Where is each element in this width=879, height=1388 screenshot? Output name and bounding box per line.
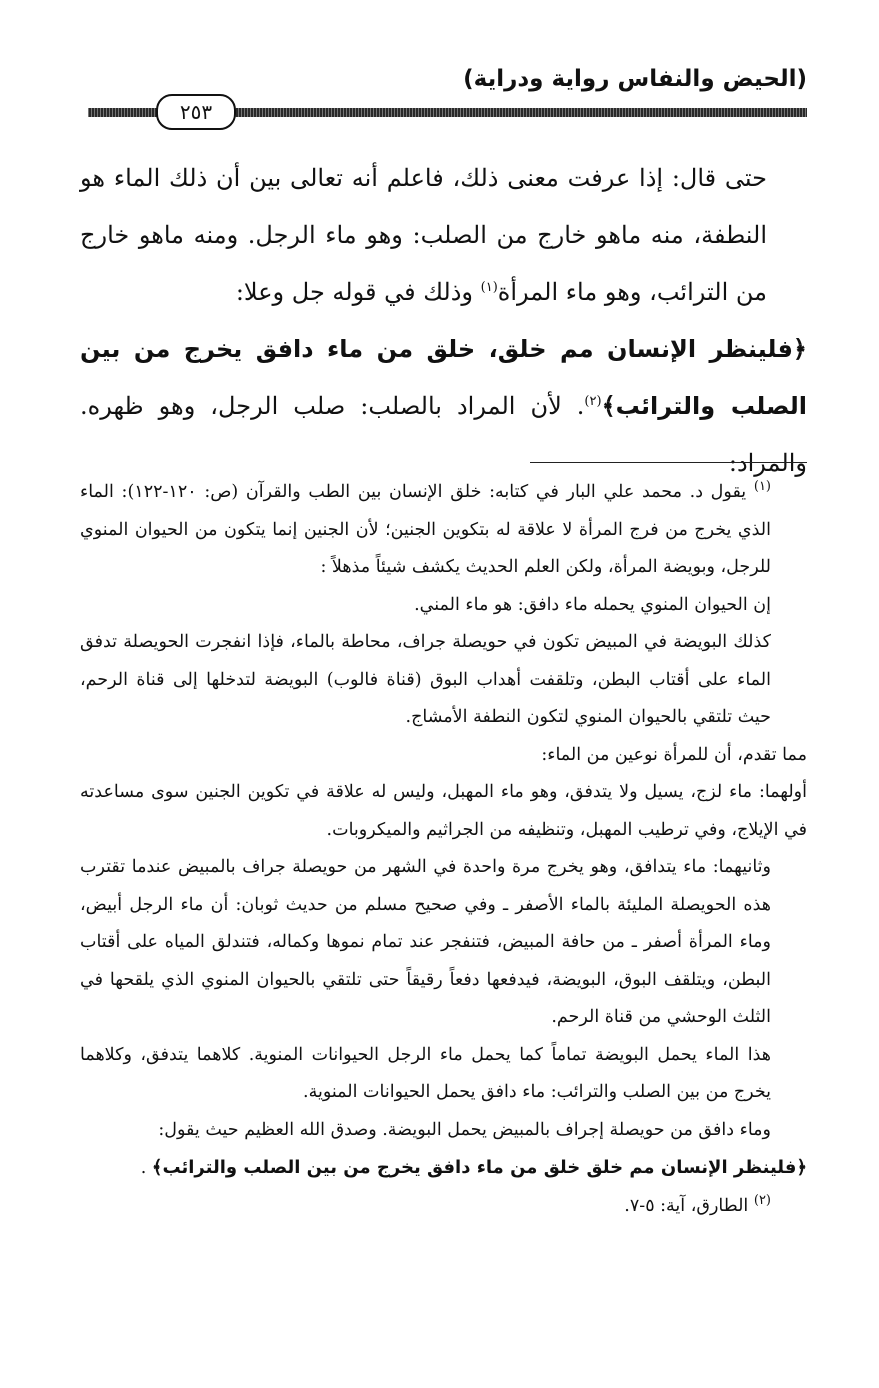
footnote-paragraph: وثانيهما: ماء يتدافق، وهو يخرج مرة واحدة في الشهر من حويصلة جراف بالمبيض عندما تقترب هذه الحويصلة المليئة بالماء الأصفر ـ وفي صحيح مسلم من حديث ثوبان: أن ماء الرجل أبيض، وماء المرأة أصفر ـ من حافة المبيض، فتنفجر عند تمام نموها وكماله، فتندلق المياه على أقتاب البطن، ويتلقف البوق، البويضة، فيدفعها دفعاً رقيقاً حتى تلتقي بالحيوان المنوي الذي يلقحها في الثلث الوحشي من قناة الرحم. bbox=[80, 857, 771, 1027]
footnote-rule bbox=[530, 462, 807, 463]
footnote-2 bbox=[80, 1188, 807, 1226]
body-text: حتى قال: إذا عرفت معنى ذلك، فاعلم أنه تعالى بين أن ذلك الماء هو النطفة، منه ماهو خارج من الصلب: وهو ماء الرجل. ومنه ماهو خارج من الترائب، وهو ماء المرأة bbox=[80, 164, 767, 306]
quran-quote: ﴿فلينظر الإنسان مم خلق، خلق من ماء دافق يخرج من بين الصلب والترائب﴾ bbox=[80, 335, 807, 420]
running-title: (الحيض والنفاس رواية ودراية) bbox=[463, 66, 807, 92]
footnote-text: الطارق، آية: ٥-٧. bbox=[624, 1195, 754, 1216]
footnote-ref-2: (٢) bbox=[584, 394, 602, 409]
footnote-ref-1: (١) bbox=[480, 280, 498, 295]
footnote-paragraph bbox=[80, 1149, 807, 1188]
footnote-text: . bbox=[140, 1158, 152, 1178]
body-text: . لأن المراد بالصلب: صلب الرجل، وهو ظهره. والمراد: bbox=[80, 392, 807, 477]
body-paragraph bbox=[80, 321, 807, 495]
footnote-paragraph: إن الحيوان المنوي يحمله ماء دافق: هو ماء المني. bbox=[414, 594, 771, 615]
footnote-marker-1: (١) bbox=[753, 479, 771, 495]
footnote-1 bbox=[80, 474, 807, 587]
footnote-marker-2: (٢) bbox=[753, 1192, 771, 1208]
footnote-paragraph: مما تقدم، أن للمرأة نوعين من الماء: bbox=[541, 744, 807, 765]
footnote-quran-quote: ﴿فلينظر الإنسان مم خلق خلق من ماء دافق يخرج من بين الصلب والترائب﴾ bbox=[151, 1157, 807, 1178]
footnotes bbox=[80, 474, 807, 1225]
footnote-paragraph: وماء دافق من حويصلة إجراف بالمبيض يحمل البويضة. وصدق الله العظيم حيث يقول: bbox=[158, 1119, 771, 1140]
footnote-text: يقول د. محمد علي البار في كتابه: خلق الإنسان بين الطب والقرآن (ص: ١٢٠-١٢٢): الماء الذي يخرج من فرج المرأة لا علاقة له بتكوين الجنين؛ لأن الجنين إنما يتكون من الحيوان المنوي للرجل، وبويضة المرأة، ولكن العلم الحديث يكشف شيئاً مذهلاً : bbox=[80, 482, 771, 577]
footnote-paragraph: أولهما: ماء لزج، يسيل ولا يتدفق، وهو ماء المهبل، وليس له علاقة في تكوين الجنين سوى مساعدته في الإيلاج، وفي ترطيب المهبل، وتنظيفه من الجراثيم والميكروبات. bbox=[80, 782, 807, 840]
footnote-paragraph: كذلك البويضة في المبيض تكون في حويصلة جراف، محاطة بالماء، فإذا انفجرت الحويصلة تدفق الماء على أقتاب البطن، وتلقفت أهداب البوق (قناة فالوب) البويضة لتدخلها إلى قناة الرحم، حيث تلتقي بالحيوان المنوي لتكون النطفة الأمشاج. bbox=[80, 632, 771, 727]
body-paragraph bbox=[80, 150, 807, 321]
footnote-paragraph: هذا الماء يحمل البويضة تماماً كما يحمل ماء الرجل الحيوانات المنوية. كلاهما يتدفق، وكلاهما يخرج من بين الصلب والترائب: ماء دافق يحمل الحيوانات المنوية. bbox=[80, 1044, 771, 1102]
body-text: وذلك في قوله جل وعلا: bbox=[235, 278, 481, 306]
page-number: ٢٥٣ bbox=[156, 94, 236, 130]
main-text bbox=[80, 150, 807, 495]
